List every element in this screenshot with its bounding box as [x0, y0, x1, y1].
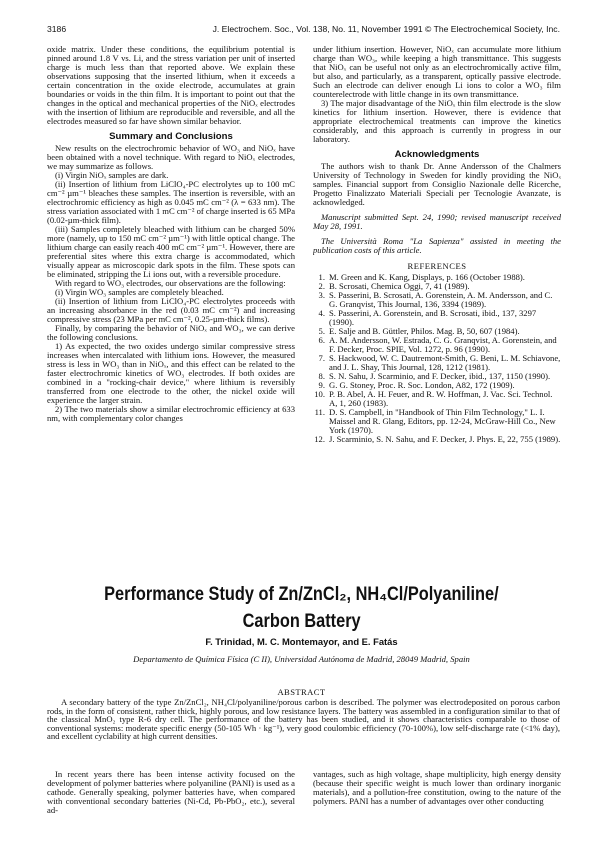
reference-text: S. Passerini, B. Scrosati, A. Gorenstein, A. M. Andersson, and C. G. Granqvist, This Journal, 136, 3394 (1989).	[329, 290, 553, 309]
reference-text: B. Scrosati, Chemica Oggi, 7, 41 (1989).	[329, 281, 470, 291]
publication-cost-note: The Università Roma "La Sapienza" assisted in meeting the publication costs of this article.	[313, 236, 561, 255]
abstract-heading: ABSTRACT	[277, 687, 326, 697]
reference-number: 7.	[318, 353, 325, 363]
reference-number: 2.	[318, 281, 325, 291]
reference-text: S. Passerini, A. Gorenstein, and B. Scrosati, ibid., 137, 3297 (1990).	[329, 308, 537, 327]
running-header	[47, 24, 560, 35]
paragraph: oxide matrix. Under these conditions, the equilibrium potential is pinned around 1.8 V vs. Li, and the stress variation per unit of inserted charge is much less than that reported above. We explain these observations supposing that the inserted lithium, when it exceeds a certain concentration in the oxide electrode, accumulates at grain boundaries or voids in the thin film. It is important to point out that the changes in the optical and mechanical properties of the NiOₓ electrodes with the insertion of lithium are reproducible and reversible, and all the electrodes measured so far have shown similar behavior.	[47, 45, 295, 126]
references-heading: REFERENCES	[407, 261, 467, 271]
reference-number: 5.	[318, 326, 325, 336]
body-right-column	[313, 770, 561, 830]
paragraph: In recent years there has been intense activity focused on the development of polymer batteries where polyaniline (PANI) is used as a cathode. Generally speaking, polymer batteries have, when compared with conventional secondary batteries (Ni-Cd, Pb-PbO₂, etc.), several ad-	[47, 770, 295, 815]
paragraph: 1) As expected, the two oxides undergo similar compressive stress increases when intercalated with lithium ions. However, the measured stress is less in WO₃ than in NiOₓ, and this effect can be related to the faster electrochromic kinetics of WO₃ electrodes. If both oxides are combined in a "rocking-chair device," where lithium is reversibly transferred from one electrode to the other, the nickel oxide will experience the larger strain.	[47, 341, 295, 405]
reference-number: 4.	[318, 308, 325, 318]
reference-text: S. N. Sahu, J. Scarminio, and F. Decker, ibid., 137, 1150 (1990).	[329, 371, 551, 381]
journal-citation: J. Electrochem. Soc., Vol. 138, No. 11, November 1991 © The Electrochemical Society, Inc.	[212, 24, 560, 34]
paragraph: 3) The major disadvantage of the NiOₓ thin film electrode is the slow kinetics for lithium insertion. However, there is evidence that appropriate electrochemical treatments can improve the kinetics considerably, and this approach is currently in progress in our laboratory.	[313, 98, 561, 144]
reference-item	[313, 309, 561, 327]
reference-item	[313, 408, 561, 435]
reference-text: M. Green and K. Kang, Displays, p. 166 (October 1988).	[329, 272, 525, 282]
reference-item	[313, 354, 561, 372]
article-title-line-2	[0, 611, 603, 633]
reference-number: 3.	[318, 290, 325, 300]
reference-text: A. M. Andersson, W. Estrada, C. G. Granqvist, A. Gorenstein, and F. Decker, Proc. SPIE, Vol. 1272, p. 96 (1990).	[329, 335, 557, 354]
paragraph: (ii) Insertion of lithium from LiClO₄-PC electrolytes up to 100 mC cm⁻² µm⁻¹ bleaches these samples. The insertion is reversible, with an electrochromic efficiency as high as 0.045 mC cm⁻² (λ = 633 nm). The stress variation associated with 1 mC cm⁻² of charge inserted is 65 MPa (0.02-µm-thick film).	[47, 179, 295, 225]
body-left-column	[47, 770, 295, 830]
authors: F. Trinidad, M. C. Montemayor, and E. Fatás	[205, 636, 398, 647]
paragraph: Finally, by comparing the behavior of NiOₓ and WO₃, we can derive the following conclusions.	[47, 323, 295, 342]
reference-number: 1.	[318, 272, 325, 282]
section-heading-acknowledgments: Acknowledgments	[394, 149, 480, 160]
paragraph: vantages, such as high voltage, shape multiplicity, high energy density (because their specific weight is much lower than ordinary inorganic materials), and a pollution-free constitution, owing to the nature of the polymers. PANI has a number of advantages over other conducting	[313, 770, 561, 806]
paragraph: (i) Virgin NiOₓ samples are dark.	[55, 170, 169, 180]
reference-item	[313, 390, 561, 408]
page-number: 3186	[47, 24, 67, 34]
paragraph: under lithium insertion. However, NiOₓ can accumulate more lithium charge than WO₃, while keeping a high transmittance. This suggests that NiOₓ can be useful not only as an electrochromically active film, but also, and particularly, as a transparent, optically passive electrode. Such an electrode can deliver enough Li ions to color a WO₃ film counterelectrode with little change in its own transmittance.	[313, 45, 561, 99]
manuscript-note: Manuscript submitted Sept. 24, 1990; revised manuscript received May 28, 1991.	[313, 212, 561, 231]
reference-text: S. Hackwood, W. C. Dautremont-Smith, G. Beni, L. M. Schiavone, and J. L. Shay, This Journal, 128, 1212 (1981).	[329, 353, 561, 372]
reference-item	[313, 336, 561, 354]
reference-number: 11.	[314, 407, 325, 417]
reference-list	[313, 273, 561, 444]
section-heading-summary: Summary and Conclusions	[109, 131, 233, 142]
paragraph: With regard to WO₃ electrodes, our observations are the following:	[55, 278, 286, 288]
paragraph: (i) Virgin WO₃ samples are completely bleached.	[55, 287, 224, 297]
paragraph: 2) The two materials show a similar electrochromic efficiency at 633 nm, with complementary color changes	[47, 404, 295, 423]
paragraph: New results on the electrochromic behavior of WO₃ and NiOₓ have been obtained with a novel technique. With regard to NiOₓ electrodes, we may summarize as follows.	[47, 143, 295, 171]
reference-text: J. Scarminio, S. N. Sahu, and F. Decker, J. Phys. E, 22, 755 (1989).	[329, 434, 561, 444]
reference-number: 8.	[318, 371, 325, 381]
paragraph: (ii) Insertion of lithium from LiClO₄-PC electrolytes proceeds with an increasing absorbance in the red (0.03 mC cm⁻²) and increasing compressive stress (23 MPa per mC cm⁻², 0.25-µm-thick films).	[47, 296, 295, 324]
reference-item	[313, 291, 561, 309]
reference-item	[313, 435, 561, 444]
title-text: Performance Study of Zn/ZnCl₂, NH₄Cl/Polyaniline/	[104, 584, 499, 605]
affiliation: Departamento de Química Física (C II), Universidad Autónoma de Madrid, 28049 Madrid, Spain	[133, 654, 470, 664]
reference-text: P. B. Abel, A. H. Feuer, and R. W. Hoffman, J. Vac. Sci. Technol. A, 1, 260 (1983).	[329, 389, 553, 408]
reference-number: 10.	[314, 389, 325, 399]
reference-text: G. G. Stoney, Proc. R. Soc. London, A82, 172 (1909).	[329, 380, 515, 390]
article-title-line-1	[0, 584, 603, 606]
acknowledgments-text: The authors wish to thank Dr. Anne Andersson of the Chalmers University of Technology in Sweden for kindly providing the NiOₓ samples. Financial support from Consiglio Nazionale delle Ricerche, Progetto Finalizzato Materiali Speciali per Tecnologie Avanzate, is acknowledged.	[313, 161, 561, 207]
title-text: Carbon Battery	[242, 611, 361, 632]
reference-text: D. S. Campbell, in "Handbook of Thin Film Technology," L. I. Maissel and R. Glang, Editors, pp. 12-24, McGraw-Hill Co., New York (1970).	[329, 407, 556, 435]
paragraph: (iii) Samples completely bleached with lithium can be charged 50% more (namely, up to 150 mC cm⁻² µm⁻¹) with little optical change. The lithium charge can easily reach 400 mC cm⁻² µm⁻¹. However, there are preferential sites where this extra charge is accommodated, which visually appear as microscopic dark spots in the film. These spots can be eliminated, stripping the Li ions out, with a reversible procedure.	[47, 224, 295, 279]
reference-number: 6.	[318, 335, 325, 345]
reference-number: 9.	[318, 380, 325, 390]
previous-article-left-column	[47, 45, 295, 537]
previous-article-right-column	[313, 45, 561, 537]
reference-text: E. Salje and B. Güttler, Philos. Mag. B, 50, 607 (1984).	[329, 326, 520, 336]
reference-number: 12.	[314, 434, 325, 444]
abstract-text: A secondary battery of the type Zn/ZnCl₂, NH₄Cl/polyaniline/porous carbon is described. The polymer was electrodeposited on porous carbon rods, in the form of consistent, rather thick, highly porous, and low resistance layers. The battery was assembled in a configuration similar to that of the classical MnO₂ type R-6 dry cell. The performance of the battery has been studied, and it shows characteristics comparable to those of conventional systems: moderate specific energy (50-105 Wh · kg⁻¹), very good coulombic efficiency (70-100%), low self-discharge rate (<1% day), and excellent cyclability at high current densities.	[47, 697, 560, 742]
